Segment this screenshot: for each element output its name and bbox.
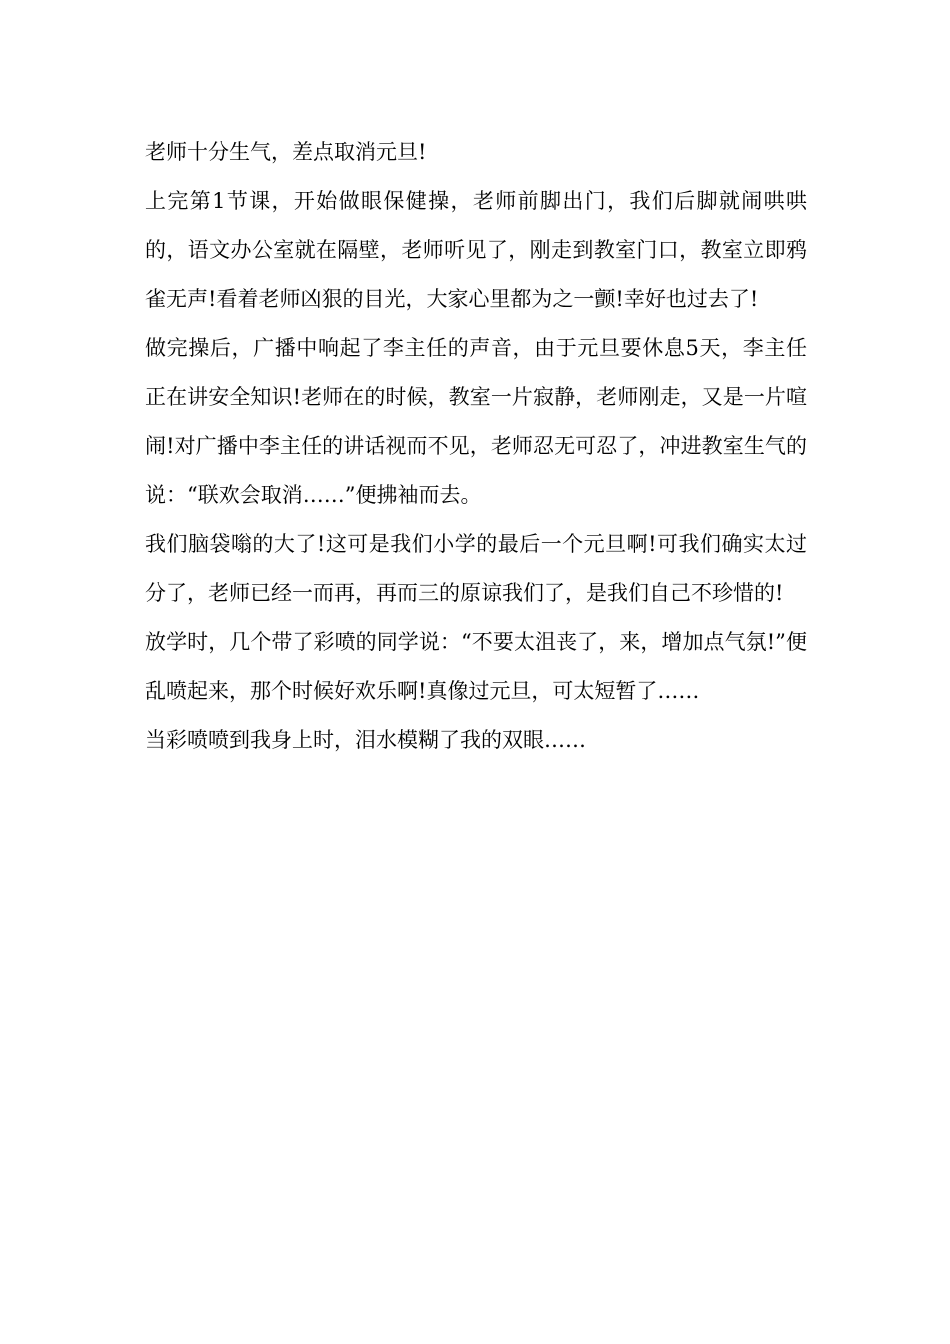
paragraph-4: 我们脑袋嗡的大了!这可是我们小学的最后一个元旦啊!可我们确实太过分了，老师已经一而再，再而三的原谅我们了，是我们自己不珍惜的!: [145, 532, 807, 605]
paragraph-1: 老师十分生气，差点取消元旦!: [145, 140, 427, 164]
paragraph-5: 放学时，几个带了彩喷的同学说：“不要太沮丧了，来，增加点气氛!”便乱喷起来，那个时候好欢乐啊!真像过元旦，可太短暂了……: [145, 630, 807, 703]
document-body: [145, 128, 807, 765]
paragraph-6: 当彩喷喷到我身上时，泪水模糊了我的双眼……: [145, 728, 586, 752]
paragraph-2: 上完第1节课，开始做眼保健操，老师前脚出门，我们后脚就闹哄哄的，语文办公室就在隔壁，老师听见了，刚走到教室门口，教室立即鸦雀无声!看着老师凶狠的目光，大家心里都为之一颤!幸好也过去了!: [145, 189, 807, 311]
paragraph-3: 做完操后，广播中响起了李主任的声音，由于元旦要休息5天，李主任正在讲安全知识!老师在的时候，教室一片寂静，老师刚走，又是一片喧闹!对广播中李主任的讲话视而不见，老师忍无可忍了，冲进教室生气的说：“联欢会取消……”便拂袖而去。: [145, 336, 807, 507]
